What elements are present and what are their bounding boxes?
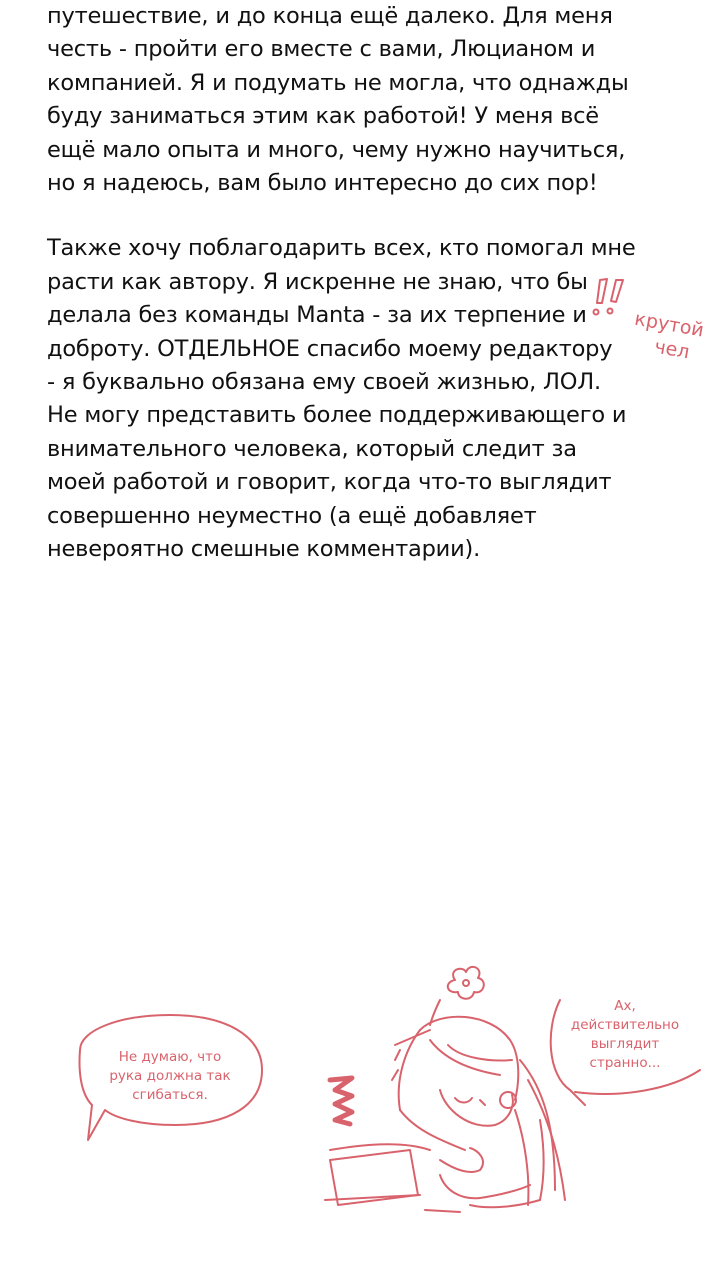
speech-bubble-left-text <box>95 1048 245 1105</box>
speech-line: Не думаю, что <box>118 1049 222 1065</box>
speech-line: сгибаться. <box>132 1087 208 1103</box>
speech-line: Ах, <box>614 998 636 1014</box>
text-line: путешествие, и до конца ещё далеко. Для меня <box>47 3 613 29</box>
squiggle-mark <box>330 1078 352 1124</box>
text-line: честь - пройти его вместе с вами, Люцианом и <box>47 36 596 63</box>
side-note-line-1: крутой <box>632 307 706 342</box>
text-line: невероятно смешные комментарии). <box>47 536 481 563</box>
text-line: Не могу представить более поддерживающего и <box>47 402 627 429</box>
speech-line: странно... <box>589 1055 661 1071</box>
speech-bubble-right-text <box>560 997 690 1073</box>
text-line: компанией. Я и подумать не могла, что однажды <box>47 69 629 96</box>
text-line: - я буквально обязана ему своей жизнью, ЛОЛ. <box>47 369 601 396</box>
text-line: Также хочу поблагодарить всех, кто помогал мне <box>47 235 636 262</box>
text-line: совершенно неуместно (а ещё добавляет <box>47 502 537 529</box>
speech-line: выглядит <box>590 1036 660 1052</box>
text-line: доброту. ОТДЕЛЬНОЕ спасибо моему редактору <box>47 335 613 362</box>
text-line: моей работой и говорит, когда что-то выглядит <box>47 469 612 496</box>
text-line: расти как автору. Я искренне не знаю, что бы <box>47 268 588 295</box>
text-line: но я надеюсь, вам было интересно до сих пор! <box>47 170 598 197</box>
text-line: буду заниматься этим как работой! У меня всё <box>47 103 599 130</box>
flower-icon <box>448 967 484 999</box>
speech-line: рука должна так <box>109 1068 231 1084</box>
text-line: делала без команды Manta - за их терпение и <box>47 302 587 329</box>
side-note-line-2: чел <box>652 335 692 364</box>
text-line: внимательного человека, который следит за <box>47 435 577 462</box>
speech-line: действительно <box>570 1017 680 1033</box>
text-line: ещё мало опыта и много, чему нужно научиться, <box>47 136 626 163</box>
